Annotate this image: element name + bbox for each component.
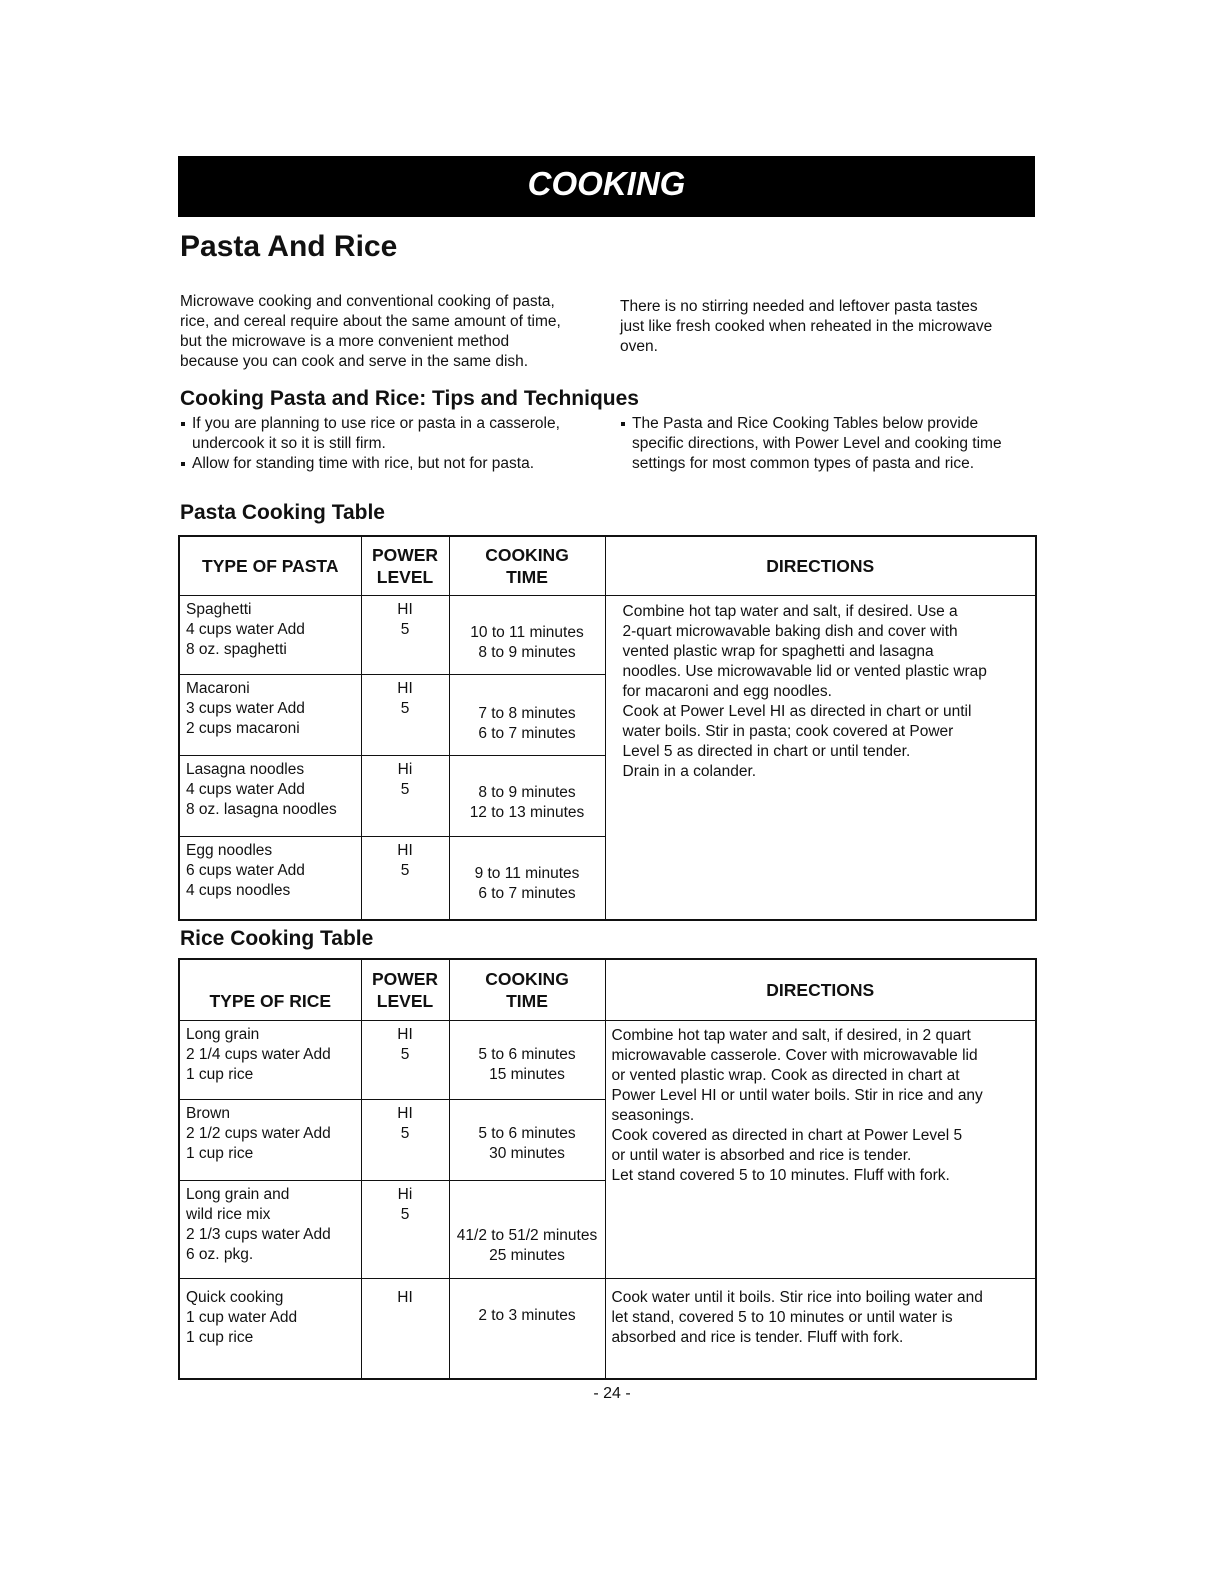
pasta-cooking-table <box>178 535 1037 921</box>
pasta-type-cell: Macaroni 3 cups water Add 2 cups macaroni <box>179 674 361 755</box>
rice-type-cell: Long grain and wild rice mix 2 1/3 cups water Add 6 oz. pkg. <box>179 1180 361 1278</box>
power-level-cell: HI 5 <box>361 1099 449 1180</box>
table-row <box>179 1020 1036 1099</box>
power-level-cell: HI 5 <box>361 836 449 920</box>
cooking-time-cell: 9 to 11 minutes 6 to 7 minutes <box>449 836 605 920</box>
tips-left-item: If you are planning to use rice or pasta in a casserole, undercook it so it is still firm. <box>180 414 610 454</box>
intro-right-paragraph: There is no stirring needed and leftover pasta tastes just like fresh cooked when reheated in the microwave oven. <box>620 298 993 355</box>
table-header-row <box>179 536 1036 595</box>
tips-right-list <box>620 414 1035 474</box>
column-header-directions: DIRECTIONS <box>605 536 1036 595</box>
table-row <box>179 1278 1036 1379</box>
power-level-cell: Hi 5 <box>361 755 449 836</box>
cooking-time-cell: 7 to 8 minutes 6 to 7 minutes <box>449 674 605 755</box>
cooking-time-cell: 2 to 3 minutes <box>449 1278 605 1379</box>
pasta-table-heading: Pasta Cooking Table <box>180 501 385 524</box>
tips-right-item: The Pasta and Rice Cooking Tables below provide specific directions, with Power Level and cooking time settings for most common types of pasta and rice. <box>620 414 1035 474</box>
power-level-cell: HI <box>361 1278 449 1379</box>
pasta-directions-cell: Combine hot tap water and salt, if desired. Use a 2-quart microwavable baking dish and cover with vented plastic wrap for spaghetti and lasagna noodles. Use microwavable lid or vented plastic wrap for macaroni and egg noodles. Cook at Power Level HI as directed in chart or until water boils. Stir in pasta; cook covered at Power Level 5 as directed in chart or until tender. Drain in a colander. <box>605 595 1036 920</box>
section-banner: COOKING <box>178 156 1035 217</box>
rice-cooking-table <box>178 958 1037 1380</box>
intro-left-paragraph: Microwave cooking and conventional cooking of pasta, rice, and cereal require about the same amount of time, but the microwave is a more convenient method because you can cook and serve in the same dish. <box>180 293 561 370</box>
quick-rice-directions-cell: Cook water until it boils. Stir rice into boiling water and let stand, covered 5 to 10 minutes or until water is absorbed and rice is tender. Fluff with fork. <box>605 1278 1036 1379</box>
table-row <box>179 595 1036 674</box>
pasta-type-cell: Egg noodles 6 cups water Add 4 cups noodles <box>179 836 361 920</box>
cooking-time-cell: 5 to 6 minutes 15 minutes <box>449 1020 605 1099</box>
page-number: - 24 - <box>593 1385 631 1402</box>
cooking-time-cell: 8 to 9 minutes 12 to 13 minutes <box>449 755 605 836</box>
column-header-time: COOKING TIME <box>449 536 605 595</box>
column-header-time: COOKING TIME <box>449 959 605 1020</box>
column-header-directions: DIRECTIONS <box>605 959 1036 1020</box>
cooking-time-cell: 10 to 11 minutes 8 to 9 minutes <box>449 595 605 674</box>
cooking-time-cell: 5 to 6 minutes 30 minutes <box>449 1099 605 1180</box>
power-level-cell: Hi 5 <box>361 1180 449 1278</box>
tips-left-item: Allow for standing time with rice, but not for pasta. <box>180 454 610 474</box>
column-header-power: POWER LEVEL <box>361 959 449 1020</box>
page-title: Pasta And Rice <box>180 230 398 263</box>
rice-type-cell: Long grain 2 1/4 cups water Add 1 cup rice <box>179 1020 361 1099</box>
power-level-cell: HI 5 <box>361 1020 449 1099</box>
rice-table-heading: Rice Cooking Table <box>180 927 374 950</box>
pasta-type-cell: Lasagna noodles 4 cups water Add 8 oz. lasagna noodles <box>179 755 361 836</box>
power-level-cell: HI 5 <box>361 674 449 755</box>
column-header-type: TYPE OF PASTA <box>179 536 361 595</box>
rice-directions-cell: Combine hot tap water and salt, if desired, in 2 quart microwavable casserole. Cover with microwavable lid or vented plastic wrap. Cook as directed in chart at Power Level HI or until water boils. Stir in rice and any seasonings. Cook covered as directed in chart at Power Level 5 or until water is absorbed and rice is tender. Let stand covered 5 to 10 minutes. Fluff with fork. <box>605 1020 1036 1278</box>
rice-type-cell: Brown 2 1/2 cups water Add 1 cup rice <box>179 1099 361 1180</box>
column-header-type: TYPE OF RICE <box>179 959 361 1020</box>
tips-left-list <box>180 414 610 474</box>
power-level-cell: HI 5 <box>361 595 449 674</box>
column-header-power: POWER LEVEL <box>361 536 449 595</box>
rice-type-cell: Quick cooking 1 cup water Add 1 cup rice <box>179 1278 361 1379</box>
tips-heading: Cooking Pasta and Rice: Tips and Techniques <box>180 387 639 410</box>
pasta-type-cell: Spaghetti 4 cups water Add 8 oz. spaghetti <box>179 595 361 674</box>
table-header-row <box>179 959 1036 1020</box>
cooking-time-cell: 41/2 to 51/2 minutes 25 minutes <box>449 1180 605 1278</box>
